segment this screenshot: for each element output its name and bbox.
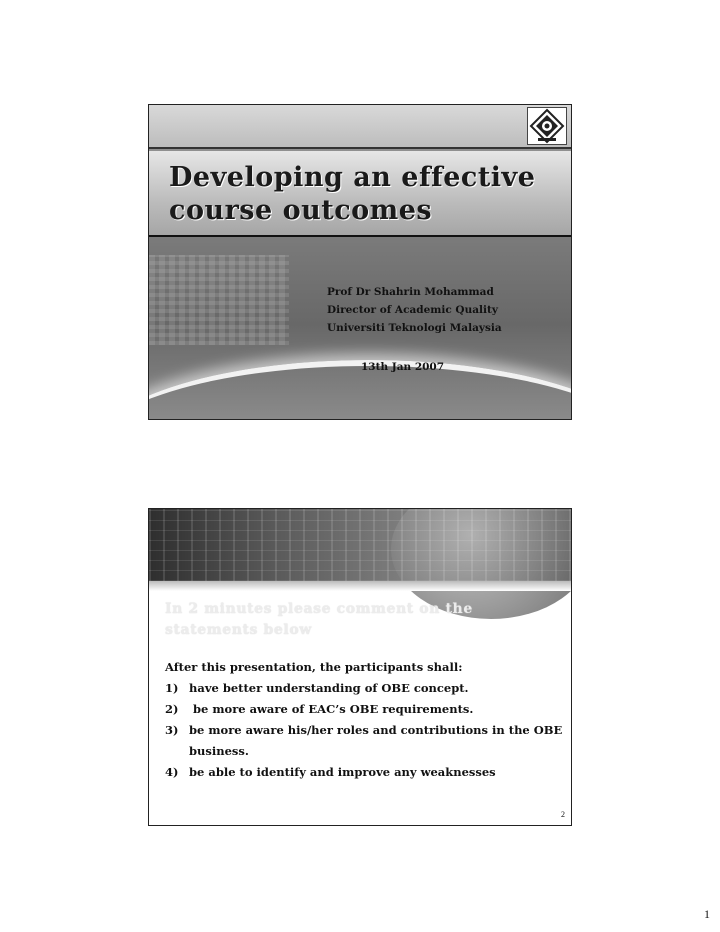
list-item: [165, 762, 565, 783]
presentation-date: 13th Jan 2007: [361, 361, 445, 373]
list-item: [165, 678, 565, 699]
slide-2: [148, 508, 572, 826]
list-item-text: be more aware of EAC’s OBE requirements.: [189, 702, 474, 716]
slide-1: [148, 104, 572, 420]
banner-grid: [149, 509, 571, 581]
slide-2-body: [165, 657, 565, 783]
list-item: [165, 720, 565, 762]
intro-text: After this presentation, the participants shall:: [165, 660, 463, 674]
university-crest-icon: [527, 107, 567, 145]
list-item-number: 3): [165, 723, 179, 737]
decorative-arc: [148, 360, 572, 420]
page-number: 1: [704, 907, 710, 921]
list-item-number: 1): [165, 681, 179, 695]
author-name: Prof Dr Shahrin Mohammad: [327, 286, 494, 298]
list-item-number: 2): [165, 702, 179, 716]
slide-2-heading: In 2 minutes please comment on the statements below: [165, 601, 473, 638]
slide-1-title: Developing an effective course outcomes: [169, 162, 536, 226]
author-institution: Universiti Teknologi Malaysia: [327, 322, 502, 334]
author-position: Director of Academic Quality: [327, 304, 498, 316]
banner-shadow: [149, 581, 571, 591]
slide-1-top-band: [149, 105, 571, 149]
list-item-text: be able to identify and improve any weaknesses: [189, 765, 496, 779]
decorative-grid: [149, 255, 289, 345]
list-item-number: 4): [165, 765, 179, 779]
list-item-text: be more aware his/her roles and contributions in the OBE business.: [189, 723, 563, 758]
slide-number: 2: [561, 810, 565, 819]
list-item: [165, 699, 565, 720]
author-block: [327, 283, 502, 337]
list-item-text: have better understanding of OBE concept.: [189, 681, 469, 695]
